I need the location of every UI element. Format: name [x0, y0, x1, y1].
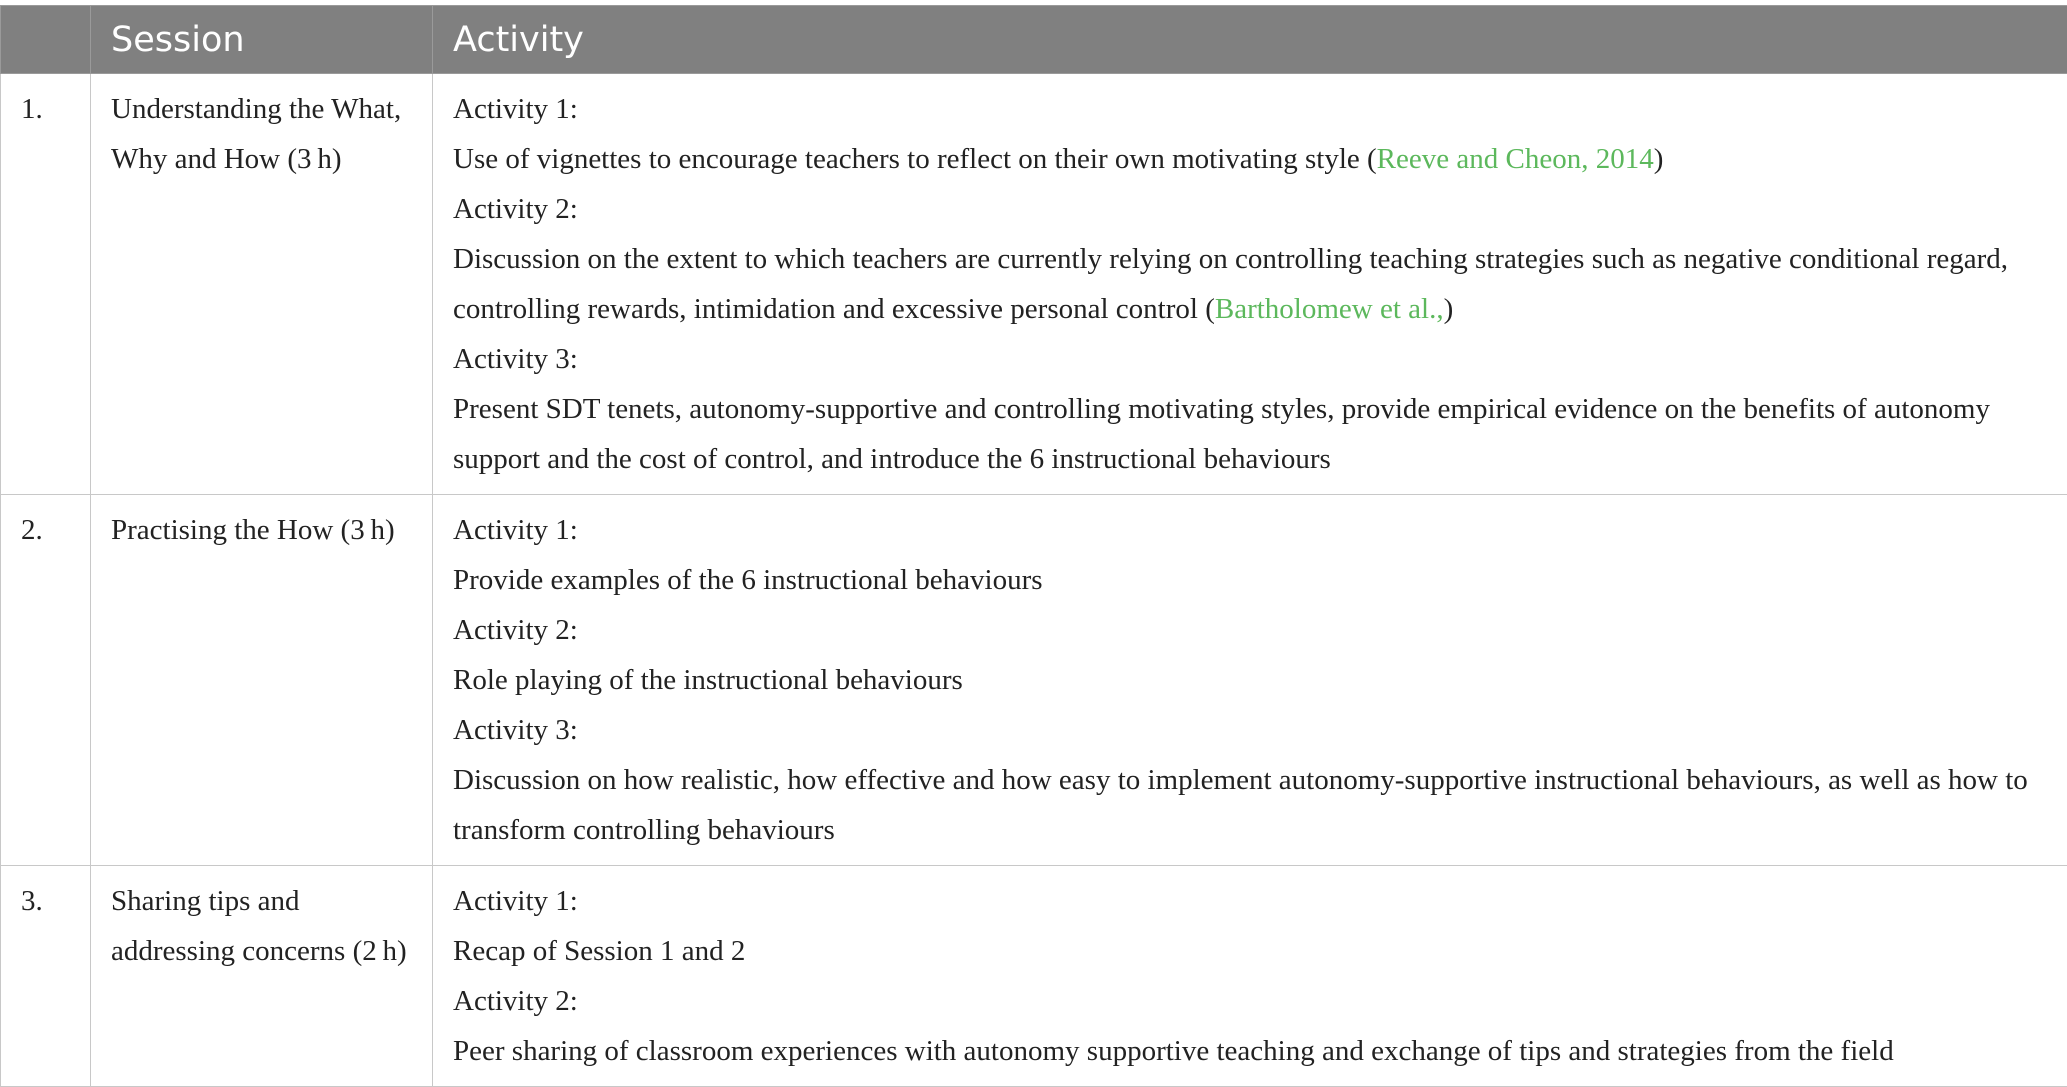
citation-link[interactable]: Reeve and Cheon, 2014 — [1377, 143, 1654, 175]
activity-label: Activity 2: — [453, 184, 2037, 234]
citation-link[interactable]: Bartholomew et al., — [1215, 293, 1444, 325]
session-number: 3. — [1, 866, 91, 1087]
table-row — [1, 74, 2067, 495]
activity-cell — [433, 866, 2067, 1087]
activity-label: Activity 1: — [453, 505, 2037, 555]
activity-text-body: Discussion on the extent to which teachers are currently relying on controlling teaching strategies such as negative conditional regard, controlling rewards, intimidation and excessive personal control ( — [453, 243, 2008, 325]
session-title-line: Understanding the What, — [111, 84, 412, 134]
session-title-line: Sharing tips and — [111, 876, 412, 926]
session-number: 2. — [1, 495, 91, 866]
activity-text-tail: ) — [1654, 143, 1664, 175]
activity-text: Recap of Session 1 and 2 — [453, 926, 2037, 976]
header-number — [1, 6, 91, 74]
activity-cell — [433, 74, 2067, 495]
header-activity: Activity — [433, 6, 2067, 74]
activity-label: Activity 1: — [453, 876, 2037, 926]
activity-label: Activity 2: — [453, 605, 2037, 655]
session-title — [91, 74, 433, 495]
session-title-line: Why and How (3 h) — [111, 134, 412, 184]
session-title-line: addressing concerns (2 h) — [111, 926, 412, 976]
activity-text: Discussion on how realistic, how effective and how easy to implement autonomy-supportive instructional behaviours, as well as how to transform controlling behaviours — [453, 755, 2037, 855]
session-title-line: Practising the How (3 h) — [111, 505, 412, 555]
activity-cell — [433, 495, 2067, 866]
header-row — [1, 6, 2067, 74]
session-title — [91, 866, 433, 1087]
activity-label: Activity 3: — [453, 334, 2037, 384]
activity-label: Activity 1: — [453, 84, 2037, 134]
activity-label: Activity 3: — [453, 705, 2037, 755]
activity-text-body: Use of vignettes to encourage teachers to reflect on their own motivating style ( — [453, 143, 1377, 175]
table-row — [1, 495, 2067, 866]
session-number: 1. — [1, 74, 91, 495]
session-title — [91, 495, 433, 866]
header-session: Session — [91, 6, 433, 74]
table-row — [1, 866, 2067, 1087]
activity-text: Role playing of the instructional behaviours — [453, 655, 2037, 705]
activity-text — [453, 134, 2037, 184]
sessions-table — [0, 5, 2067, 1087]
activity-text — [453, 234, 2037, 334]
activity-text: Peer sharing of classroom experiences with autonomy supportive teaching and exchange of tips and strategies from the field — [453, 1026, 2037, 1076]
activity-label: Activity 2: — [453, 976, 2037, 1026]
activity-text: Provide examples of the 6 instructional behaviours — [453, 555, 2037, 605]
activity-text-tail: ) — [1444, 293, 1454, 325]
activity-text: Present SDT tenets, autonomy-supportive and controlling motivating styles, provide empirical evidence on the benefits of autonomy support and the cost of control, and introduce the 6 instructional behaviours — [453, 384, 2037, 484]
